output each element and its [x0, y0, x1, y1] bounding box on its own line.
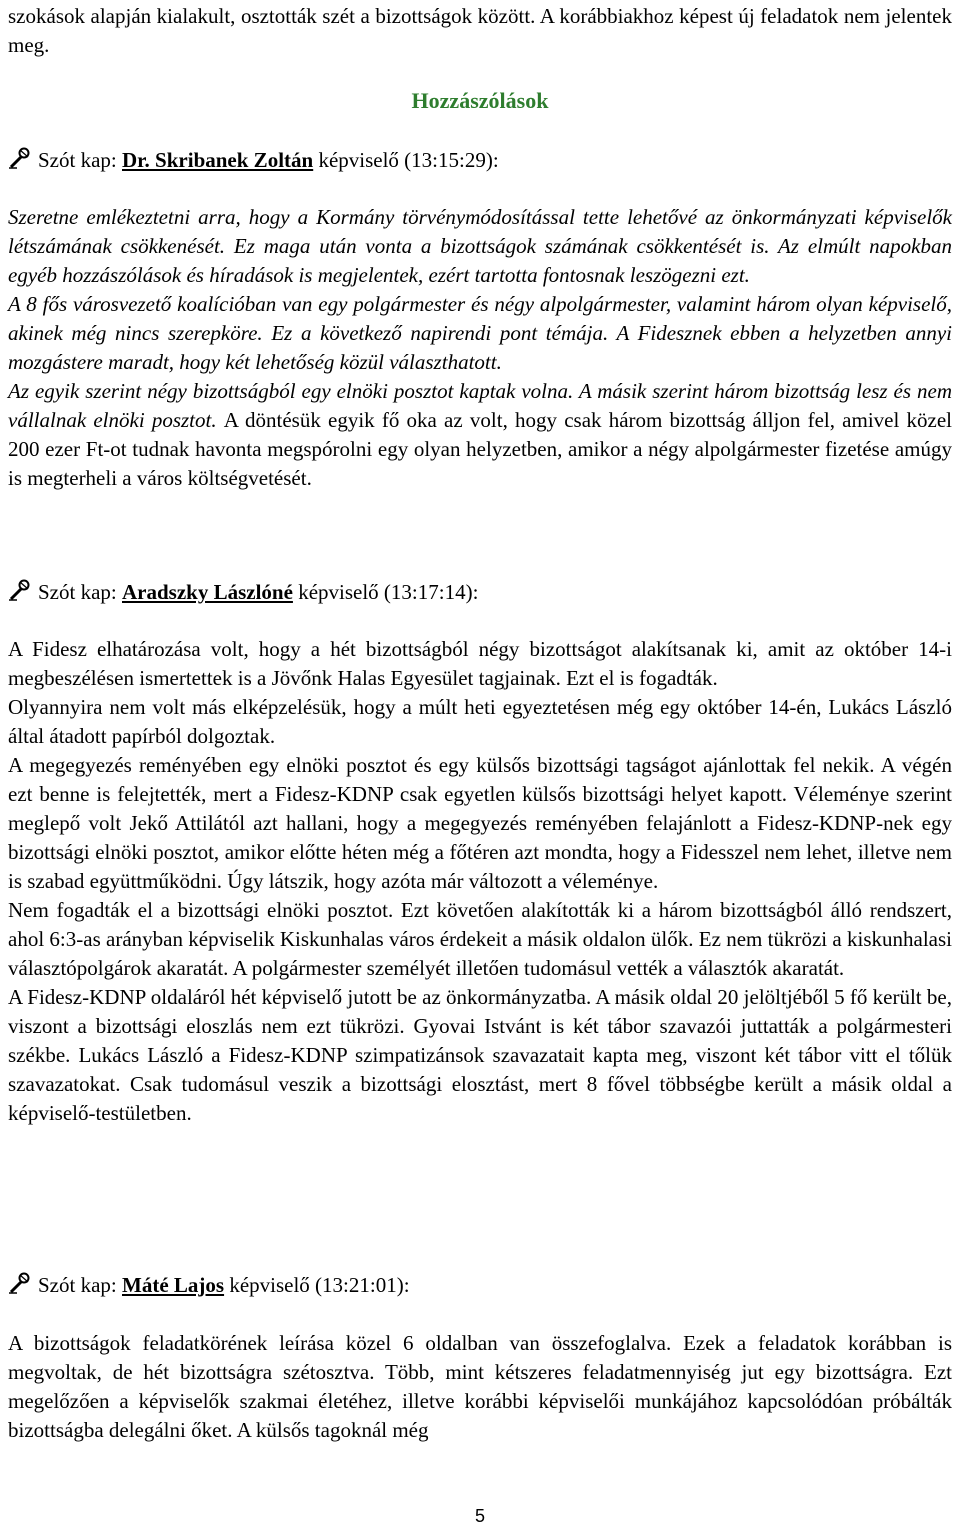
- speaker-name[interactable]: Máté Lajos: [122, 1273, 225, 1297]
- speaker-prefix: Szót kap:: [38, 1273, 122, 1297]
- speaker-line-3: [8, 1271, 410, 1299]
- paragraph: Olyannyira nem volt más elképzelésük, hogy a múlt heti egyeztetésen még egy október 14-én, Lukács László által átadott papírból dolgoztak.: [8, 695, 952, 748]
- paragraph: [8, 377, 952, 493]
- speaker-suffix: képviselő (13:15:29):: [313, 148, 499, 172]
- microphone-icon: [8, 579, 32, 601]
- speaker-suffix: képviselő (13:21:01):: [224, 1273, 410, 1297]
- speaker-2-text: [8, 635, 952, 1128]
- text-segment: Ez maga után vonta a bizottságok számának csökkentését is.: [233, 234, 778, 258]
- microphone-icon: [8, 147, 32, 169]
- speaker-name[interactable]: Aradszky Lászlóné: [122, 580, 293, 604]
- text-segment: A döntésük egyik fő oka az volt, hogy csak három bizottság álljon fel, amivel közel 200 ezer Ft-ot tudnak havonta megspórolni egy olyan helyzetben, amikor a négy alpolgármester fizetése amúgy is megterheli a város költségvetését.: [8, 408, 952, 490]
- paragraph: A megegyezés reményében egy elnöki posztot és egy külsős bizottsági tagságot ajánlottak fel nekik. A végén ezt benne is felejtették, mert a Fidesz-KDNP csak egyetlen külsős bizottsági helyet kapott. Véleménye szerint meglepő volt Jekő Attilától azt hallani, hogy a megegyezés reményében felajánlott a Fidesz-KDNP-nek egy bizottsági elnöki posztot, amikor előtte héten még a főtéren azt mondta, hogy a Fidesszel nem lehet, illetve nem is szabad együttműködni. Úgy látszik, hogy azóta már változott a véleménye.: [8, 753, 952, 893]
- section-heading: Hozzászólások: [411, 88, 549, 113]
- paragraph: [8, 290, 952, 377]
- text-segment: Az elmúlt napokban egyéb hozzászólások és híradások is megjelentek, ezért tartotta fontosnak leszögezni ezt.: [8, 234, 952, 287]
- speaker-prefix: Szót kap:: [38, 580, 122, 604]
- speaker-3-text: [8, 1329, 952, 1445]
- text-segment: Ez a következő napirendi pont témája.: [271, 321, 617, 345]
- speaker-name[interactable]: Dr. Skribanek Zoltán: [122, 148, 314, 172]
- paragraph: A bizottságok feladatkörének leírása közel 6 oldalban van összefoglalva. Ezek a feladatok korábban is megvoltak, de hét bizottságra szétosztva. Több, mint kétszeres feladatmennyiség jut egy bizottságra. Ezt megelőzően a képviselők szakmai életéhez, illetve korábbi képviselői munkájához kapcsolódóan próbálták bizottságba delegálni őket. A külsős tagoknál még: [8, 1331, 952, 1442]
- text-segment: A 8 fős városvezető koalícióban van egy polgármester és négy alpolgármester, valamint három olyan képviselő, akinek még nincs szerepköre.: [8, 292, 952, 345]
- text-segment: A Fidesznek ebben a helyzetben annyi mozgástere maradt, hogy két lehetőség közül választhatott.: [8, 321, 952, 374]
- speaker-prefix: Szót kap:: [38, 148, 122, 172]
- text-segment: Az egyik szerint négy bizottságból egy elnöki posztot kaptak volna. A másik szerint három bizottság lesz és nem vállalnak elnöki posztot.: [8, 379, 952, 432]
- speaker-suffix: képviselő (13:17:14):: [292, 580, 479, 604]
- intro-text: szokások alapján kialakult, osztották szét a bizottságok között. A korábbiakhoz képest új feladatok nem jelentek meg.: [8, 4, 952, 57]
- paragraph: [8, 203, 952, 290]
- speaker-line-2: [8, 578, 478, 606]
- speaker-line-1: [8, 146, 499, 174]
- paragraph: Nem fogadták el a bizottsági elnöki posztot. Ezt követően alakították ki a három bizottságból álló rendszert, ahol 6:3-as arányban képviselik Kiskunhalas város érdekeit a másik oldalon ülők. Ez nem tükrözi a kiskunhalasi választópolgárok akaratát. A polgármester személyét illetően tudomásul vették a választók akaratát.: [8, 898, 952, 980]
- paragraph: A Fidesz-KDNP oldaláról hét képviselő jutott be az önkormányzatba. A másik oldal 20 jelöltjéből 5 fő került be, viszont a bizottsági eloszlás nem ezt tükrözi. Gyovai Istvánt is két tábor szavazói juttatták a polgármesteri székbe. Lukács László a Fidesz-KDNP szimpatizánsok szavazatait kapta meg, viszont két tábor vitt el tőlük szavazatokat. Csak tudomásul veszik a bizottsági elosztást, mert 8 fővel többségbe került a másik oldal a képviselő-testületben.: [8, 985, 952, 1125]
- text-segment: Szeretne emlékeztetni arra, hogy a Kormány törvénymódosítással tette lehetővé az önkormányzati képviselők létszámának csökkenését.: [8, 205, 952, 258]
- intro-paragraph: [8, 2, 952, 60]
- paragraph: A Fidesz elhatározása volt, hogy a hét bizottságból négy bizottságot alakítsanak ki, amit az október 14-i megbeszélésen ismertettek is a Jövőnk Halas Egyesület tagjainak. Ezt el is fogadták.: [8, 637, 952, 690]
- microphone-icon: [8, 1272, 32, 1294]
- speaker-1-text: [8, 203, 952, 493]
- page-number: 5: [474, 1506, 485, 1526]
